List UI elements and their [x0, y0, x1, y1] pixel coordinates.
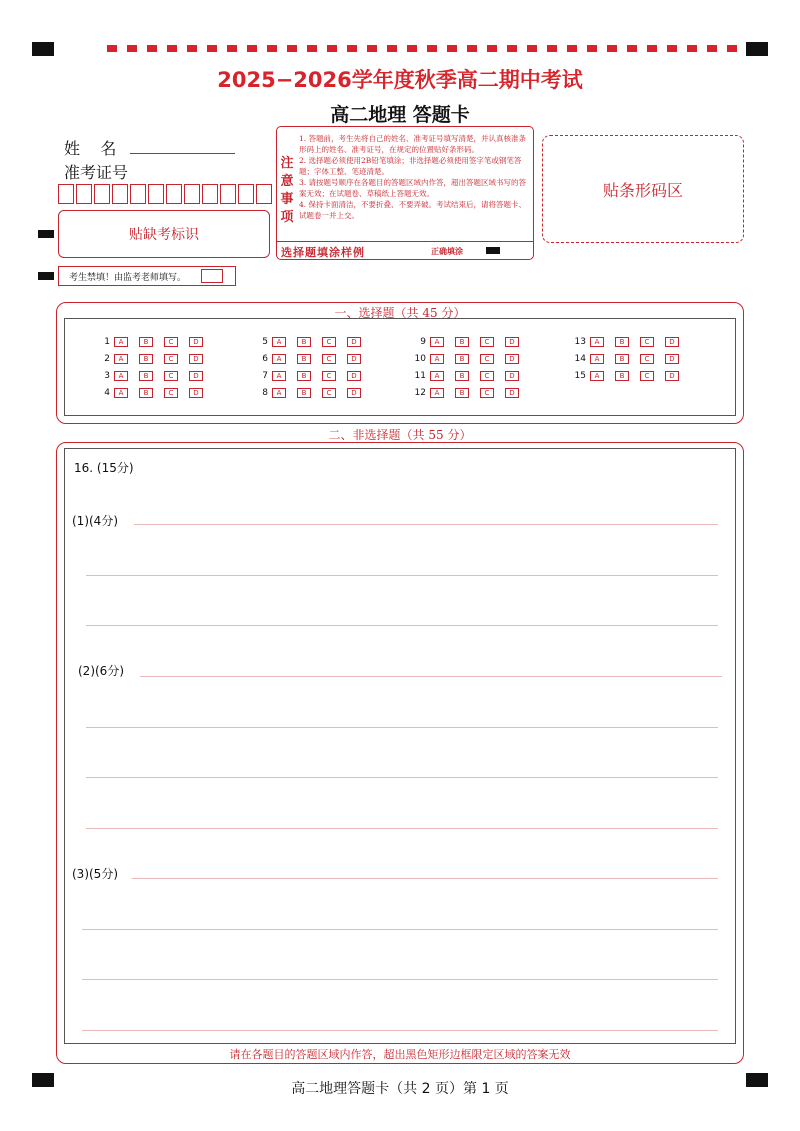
answer-line[interactable] [140, 676, 722, 677]
exam-title: 2025−2026学年度秋季高二期中考试 [217, 68, 583, 92]
exam-id-box[interactable] [130, 184, 146, 204]
notice-item: 2. 选择题必须使用2B铅笔填涂；非选择题必须使用签字笔或钢笔答题；字体工整、笔迹清楚。 [299, 156, 522, 176]
answer-line[interactable] [134, 524, 718, 525]
absent-mark-label: 贴缺考标识 [129, 227, 199, 243]
name-label: 姓 名 [64, 139, 117, 158]
notice-item: 1. 答题前，考生先将自己的姓名、准考证号填写清楚，并认真核准条形码上的姓名、准考证号，在规定的位置贴好条形码。 [299, 134, 527, 154]
question-number: 9 [420, 337, 426, 347]
q16-part3-label: (3)(5分) [72, 867, 118, 881]
bubble-option-c[interactable]: C [164, 371, 178, 381]
bubble-option-a[interactable]: A [430, 371, 444, 381]
question-number: 13 [574, 337, 586, 347]
timing-mark-2 [38, 272, 54, 280]
choice-question-7 [254, 371, 372, 381]
answer-line[interactable] [82, 929, 718, 930]
choice-question-11 [412, 371, 530, 381]
exam-id-box[interactable] [220, 184, 236, 204]
exam-id-box[interactable] [76, 184, 92, 204]
q16-part2-label: (2)(6分) [78, 664, 124, 678]
bubble-option-a[interactable]: A [114, 337, 128, 347]
bubble-option-a[interactable]: A [272, 388, 286, 398]
choice-question-14 [572, 354, 690, 364]
answer-line[interactable] [132, 878, 718, 879]
bubble-option-d[interactable]: D [665, 371, 679, 381]
section2-title: 二、非选择题（共 55 分） [328, 428, 472, 442]
choice-question-1 [96, 337, 214, 347]
bubble-option-c[interactable]: C [322, 337, 336, 347]
alignment-mark-top-right [746, 42, 768, 56]
bubble-option-a[interactable]: A [272, 354, 286, 364]
choice-question-3 [96, 371, 214, 381]
bubble-option-d[interactable]: D [189, 388, 203, 398]
bubble-option-a[interactable]: A [272, 337, 286, 347]
choice-question-2 [96, 354, 214, 364]
bubble-option-a[interactable]: A [590, 354, 604, 364]
notice-item: 3. 请按题号顺序在各题目的答题区域内作答，超出答题区域书写的答案无效；在试题卷、草稿纸上答题无效。 [299, 178, 527, 198]
choice-question-4 [96, 388, 214, 398]
bubble-option-c[interactable]: C [640, 354, 654, 364]
bubble-option-a[interactable]: A [430, 388, 444, 398]
bubble-option-d[interactable]: D [665, 354, 679, 364]
bubble-option-c[interactable]: C [164, 388, 178, 398]
exam-id-box[interactable] [58, 184, 74, 204]
question-number: 8 [262, 388, 268, 398]
bubble-option-b[interactable]: B [297, 337, 311, 347]
bubble-option-d[interactable]: D [189, 371, 203, 381]
bubble-option-b[interactable]: B [297, 354, 311, 364]
bubble-option-a[interactable]: A [114, 388, 128, 398]
bubble-option-c[interactable]: C [480, 337, 494, 347]
exam-id-box[interactable] [238, 184, 254, 204]
answer-line[interactable] [86, 625, 718, 626]
question-number: 14 [574, 354, 586, 364]
fill-sample-row [277, 241, 533, 260]
choice-question-13 [572, 337, 690, 347]
bubble-option-c[interactable]: C [480, 371, 494, 381]
notice-side-char: 注 [280, 156, 294, 171]
bubble-option-b[interactable]: B [615, 371, 629, 381]
bubble-option-d[interactable]: D [189, 337, 203, 347]
exam-id-box[interactable] [94, 184, 110, 204]
exam-id-box[interactable] [256, 184, 272, 204]
choice-question-9 [412, 337, 530, 347]
bubble-option-c[interactable]: C [480, 388, 494, 398]
notice-side-char: 事 [280, 192, 294, 207]
name-field[interactable] [130, 153, 235, 154]
bubble-option-b[interactable]: B [297, 388, 311, 398]
timing-mark-1 [38, 230, 54, 238]
bubble-option-d[interactable]: D [347, 388, 361, 398]
bubble-option-b[interactable]: B [297, 371, 311, 381]
choice-question-5 [254, 337, 372, 347]
alignment-mark-top-left [32, 42, 54, 56]
notice-box [276, 126, 534, 260]
choice-question-8 [254, 388, 372, 398]
notice-side-char: 意 [280, 174, 294, 189]
choice-grid-frame [64, 318, 736, 416]
question-number: 15 [574, 371, 586, 381]
bubble-option-b[interactable]: B [455, 371, 469, 381]
bubble-option-c[interactable]: C [640, 337, 654, 347]
bubble-option-c[interactable]: C [322, 388, 336, 398]
page-footer: 高二地理答题卡（共 2 页）第 1 页 [291, 1081, 509, 1097]
bubble-option-b[interactable]: B [139, 354, 153, 364]
exam-id-label: 准考证号 [64, 163, 129, 182]
bubble-option-c[interactable]: C [640, 371, 654, 381]
question-number: 7 [262, 371, 268, 381]
bubble-option-a[interactable]: A [430, 337, 444, 347]
bubble-option-c[interactable]: C [322, 371, 336, 381]
barcode-label: 贴条形码区 [602, 180, 683, 200]
proctor-note: 考生禁填！由监考老师填写。 [69, 273, 187, 283]
bubble-option-d[interactable]: D [347, 371, 361, 381]
bubble-option-b[interactable]: B [615, 354, 629, 364]
bubble-option-b[interactable]: B [455, 388, 469, 398]
absent-mark-area[interactable] [58, 210, 270, 258]
notice-side-label [279, 155, 295, 227]
section1-title: 一、选择题（共 45 分） [334, 306, 466, 320]
question-number: 3 [104, 371, 110, 381]
top-dashed-rule [107, 45, 737, 52]
choice-question-6 [254, 354, 372, 364]
question-number: 5 [262, 337, 268, 347]
exam-id-box[interactable] [112, 184, 128, 204]
choice-question-15 [572, 371, 690, 381]
bubble-option-c[interactable]: C [164, 354, 178, 364]
bubble-option-d[interactable]: D [505, 371, 519, 381]
card-title: 高二地理 答题卡 [330, 104, 470, 126]
bubble-option-c[interactable]: C [322, 354, 336, 364]
notice-items [299, 133, 531, 221]
bubble-option-a[interactable]: A [590, 337, 604, 347]
bubble-option-d[interactable]: D [505, 388, 519, 398]
exam-id-box[interactable] [148, 184, 164, 204]
bubble-option-c[interactable]: C [480, 354, 494, 364]
question-number: 10 [414, 354, 426, 364]
bubble-option-a[interactable]: A [272, 371, 286, 381]
proctor-fill-box[interactable] [201, 269, 223, 283]
answer-line[interactable] [82, 1030, 718, 1031]
answer-line[interactable] [86, 575, 718, 576]
bubble-option-d[interactable]: D [189, 354, 203, 364]
bubble-option-a[interactable]: A [114, 371, 128, 381]
correct-fill-label: 正确填涂 [431, 246, 463, 256]
answer-line[interactable] [86, 727, 718, 728]
notice-item: 4. 保持卡面清洁，不要折叠、不要弄破。考试结束后，请将答题卡、试题卷一并上交。 [299, 200, 527, 220]
question-number: 11 [414, 371, 426, 381]
bubble-option-b[interactable]: B [615, 337, 629, 347]
answer-line[interactable] [86, 828, 718, 829]
bubble-option-d[interactable]: D [665, 337, 679, 347]
q16-part1-label: (1)(4分) [72, 514, 118, 528]
question-number: 12 [414, 388, 426, 398]
bubble-option-b[interactable]: B [139, 337, 153, 347]
correct-fill-sample [486, 247, 500, 254]
bubble-option-c[interactable]: C [164, 337, 178, 347]
exam-id-boxes[interactable] [58, 184, 274, 204]
bubble-option-b[interactable]: B [455, 354, 469, 364]
bubble-option-b[interactable]: B [139, 371, 153, 381]
exam-id-box[interactable] [202, 184, 218, 204]
bubble-option-d[interactable]: D [505, 354, 519, 364]
question-number: 2 [104, 354, 110, 364]
bubble-option-d[interactable]: D [347, 354, 361, 364]
bubble-option-a[interactable]: A [590, 371, 604, 381]
bubble-option-d[interactable]: D [347, 337, 361, 347]
answer-line[interactable] [86, 777, 718, 778]
exam-id-box[interactable] [184, 184, 200, 204]
barcode-area[interactable] [542, 135, 744, 243]
question-number: 1 [104, 337, 110, 347]
answer-area-frame [64, 448, 736, 1044]
answer-line[interactable] [82, 979, 718, 980]
fill-sample-label: 选择题填涂样例 [281, 246, 365, 259]
bubble-option-b[interactable]: B [139, 388, 153, 398]
choice-question-12 [412, 388, 530, 398]
q16-label: 16. (15分) [74, 461, 134, 475]
choice-question-10 [412, 354, 530, 364]
notice-side-char: 项 [280, 210, 294, 225]
boundary-note: 请在各题目的答题区域内作答，超出黑色矩形边框限定区域的答案无效 [229, 1048, 571, 1061]
proctor-note-box [58, 266, 236, 286]
exam-id-box[interactable] [166, 184, 182, 204]
bubble-option-d[interactable]: D [505, 337, 519, 347]
question-number: 6 [262, 354, 268, 364]
bubble-option-b[interactable]: B [455, 337, 469, 347]
bubble-option-a[interactable]: A [430, 354, 444, 364]
question-number: 4 [104, 388, 110, 398]
bubble-option-a[interactable]: A [114, 354, 128, 364]
